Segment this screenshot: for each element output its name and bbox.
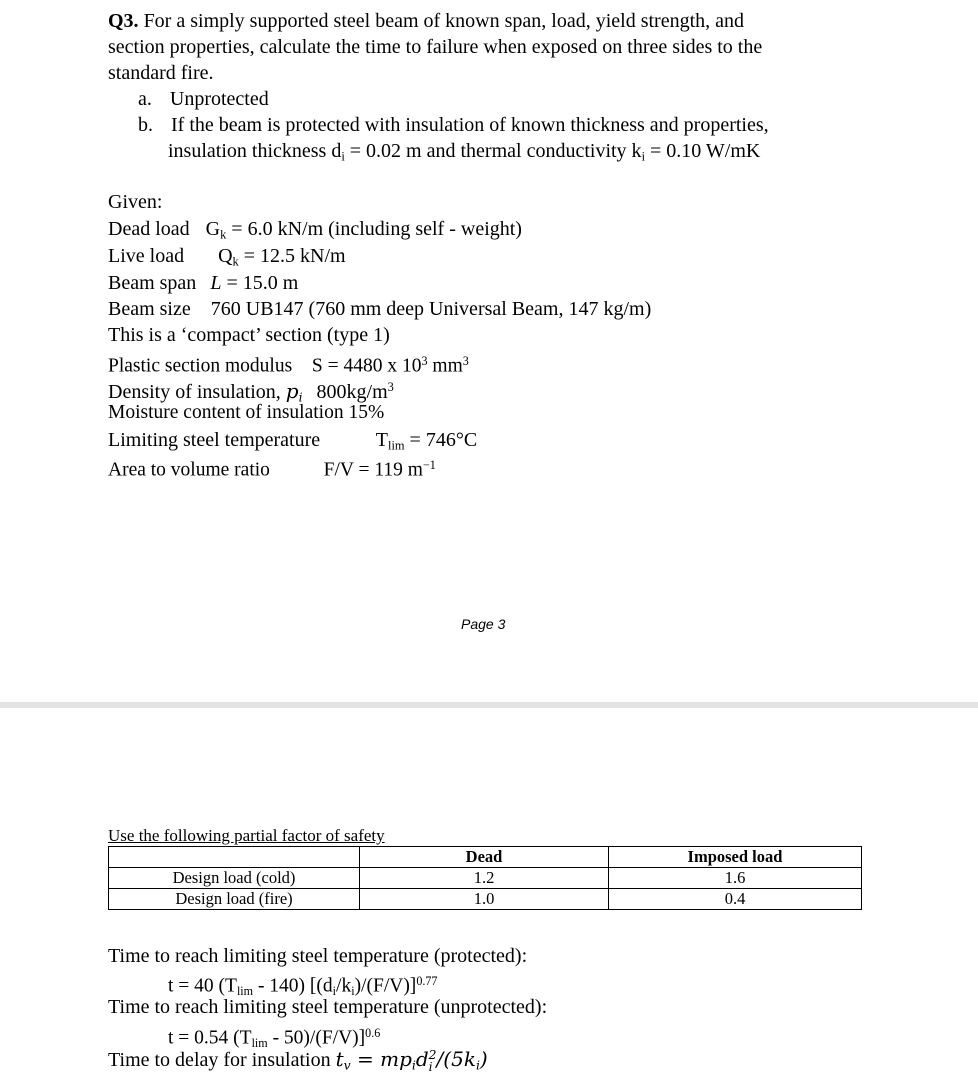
question-line-1 [108,8,744,34]
question-line-2: section properties, calculate the time to failure when exposed on three sides to the [108,36,763,58]
span-value: = 15.0 m [221,272,299,294]
table-header-cell: Imposed load [609,847,862,868]
live-load-label: Live load [108,245,185,267]
table-row [109,868,862,889]
conductivity-label: = 0.02 m and thermal conductivity k [344,140,642,162]
table-cell: 1.6 [609,868,862,889]
subscript: lim [236,984,254,999]
modulus-value: S = 4480 x 10 [311,355,422,377]
unprotected-heading: Time to reach limiting steel temperature (unprotected): [108,996,548,1018]
formula-part: t = 40 (T [168,975,237,997]
superscript: 3 [421,354,428,368]
subscript: i [298,389,303,405]
modulus-unit: mm [427,355,463,377]
part-a [138,86,269,112]
formula-part: t [335,1047,344,1071]
subscript: v [343,1057,351,1073]
dead-load-symbol: G [205,218,221,240]
superscript: 0.6 [365,1026,381,1040]
density-symbol: p [285,378,299,403]
subscript: i [475,1057,480,1073]
limit-symbol: T [375,429,389,451]
table-cell: Design load (cold) [109,868,360,889]
dead-load-label: Dead load [108,218,190,240]
part-b-text-1: If the beam is protected with insulation of known thickness and properties, [171,114,769,136]
safety-intro: Use the following partial factor of safety [108,826,385,845]
size-value: 760 UB147 (760 mm deep Universal Beam, 147 kg/m) [210,298,652,320]
given-heading: Given: [108,191,163,213]
table-header-cell [109,847,360,868]
limit-value: = 746°C [404,429,478,451]
question-number: Q3. [108,10,139,32]
span-row [108,270,298,296]
size-row [108,296,651,322]
formula-part: ) [479,1047,488,1071]
subscript: i [351,984,355,999]
delay-label: Time to delay for insulation [108,1049,336,1071]
subscript: lim [251,1036,268,1051]
insulation-thickness-label: insulation thickness d [168,140,342,162]
superscript: 0.77 [416,974,438,988]
page-number: Page 3 [461,616,506,632]
question-line-3: standard fire. [108,62,214,84]
superscript: 2 [428,1047,437,1062]
formula-part: t = 0.54 (T [168,1027,252,1049]
live-load-symbol: Q [218,245,233,267]
compact-row: This is a ‘compact’ section (type 1) [108,324,390,346]
question-text-1: For a simply supported steel beam of known span, load, yield strength, and [143,10,745,32]
sup-sub-stack [429,1049,437,1074]
subscript: k [232,254,239,269]
part-a-label: a. [138,88,152,110]
formula-part: )/(F/V)] [354,975,417,997]
table-cell: Design load (fire) [109,889,360,910]
table-cell: 0.4 [609,889,862,910]
table-row [109,889,862,910]
superscript: −1 [422,458,436,472]
span-label: Beam span [108,272,197,294]
safety-factor-table [108,846,862,910]
part-b-line-2 [168,138,760,169]
ratio-label: Area to volume ratio [108,459,270,481]
part-b [138,112,769,138]
ratio-value: F/V = 119 m [323,459,423,481]
moisture-row: Moisture content of insulation 15% [108,402,385,423]
subscript: lim [388,438,405,453]
subscript: i [411,1057,416,1073]
part-b-label: b. [138,114,153,136]
density-value: 800kg/m [316,380,388,403]
conductivity-value: = 0.10 W/mK [645,140,761,162]
table-cell: 1.0 [360,889,609,910]
superscript: 3 [462,354,469,368]
subscript: k [220,227,227,242]
page-separator [0,702,978,708]
subscript: i [428,1059,433,1075]
formula-part: = mp [350,1047,412,1071]
protected-heading: Time to reach limiting steel temperature (protected): [108,945,528,967]
table-header-row [109,847,862,868]
part-a-text: Unprotected [169,88,269,110]
span-symbol: L [210,272,222,294]
subscript: i [341,149,345,164]
ratio-row [108,452,436,484]
live-load-value: = 12.5 kN/m [238,245,346,267]
size-label: Beam size [108,298,191,320]
subscript: i [332,984,337,999]
formula-part: d [415,1047,429,1071]
formula-part: /(5k [436,1047,476,1071]
limit-label: Limiting steel temperature [108,429,321,451]
table-header-cell: Dead [360,847,609,868]
superscript: 3 [387,380,394,394]
delay-row [108,1046,488,1078]
density-label: Density of insulation, [108,380,286,403]
formula-part: - 140) [(d [253,975,333,997]
modulus-label: Plastic section modulus [108,355,293,377]
subscript: i [641,149,646,164]
formula-part: /k [336,975,352,997]
table-cell: 1.2 [360,868,609,889]
dead-load-value: = 6.0 kN/m (including self - weight) [226,218,522,240]
formula-part: - 50)/(F/V)] [267,1027,366,1049]
